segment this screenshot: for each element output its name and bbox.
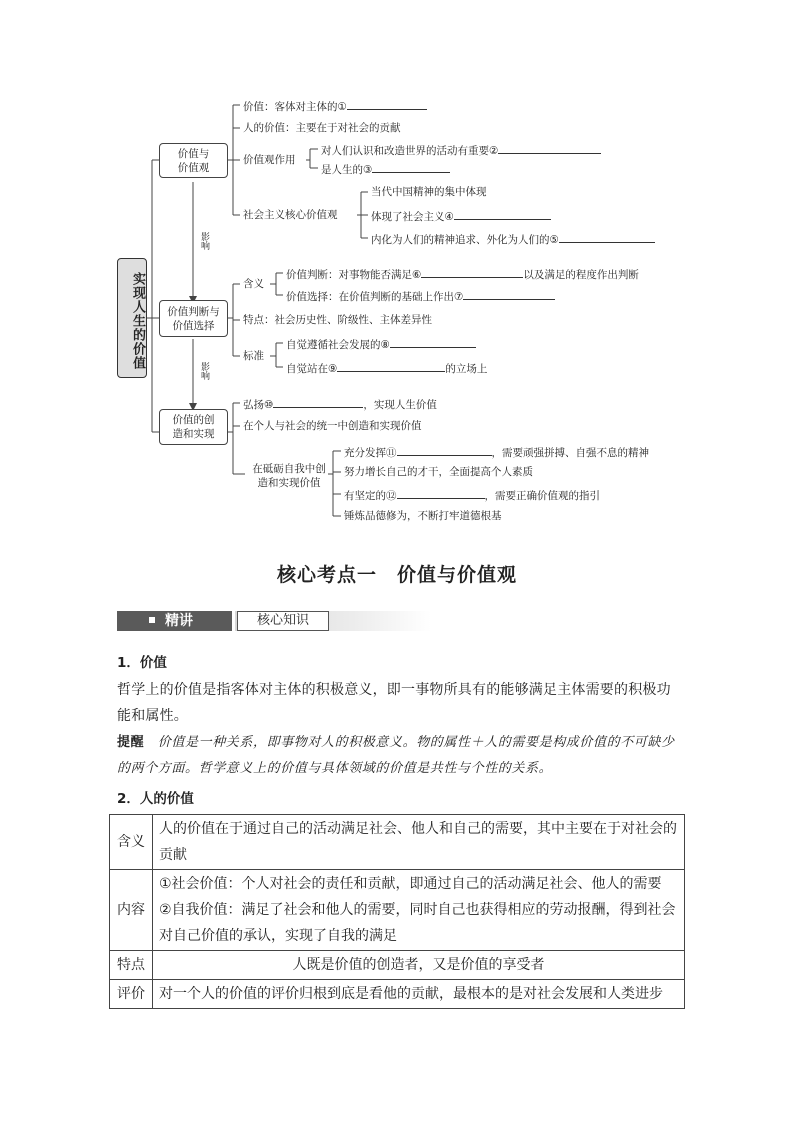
blank-11 — [397, 445, 492, 456]
mm-b3-promote-text: 弘扬⑩ — [243, 399, 274, 411]
mm-b2-judgment-text: 价值判断：对事物能否满足⑥ — [286, 269, 422, 281]
mm-b2-standard: 标准 — [243, 350, 264, 362]
human-value-table — [109, 814, 685, 1009]
mm-b1-core-values: 社会主义核心价值观 — [243, 209, 338, 221]
mm-b1-core-b — [371, 209, 551, 223]
mm-b1-role-b-text: 是人生的③ — [321, 164, 373, 176]
blank-12 — [397, 488, 485, 499]
mm-b2-choice — [286, 289, 555, 303]
table-row — [110, 870, 685, 951]
mm-b3-promote-tail: ，实现人生价值 — [363, 399, 437, 411]
mm-b3-unity: 在个人与社会的统一中创造和实现价值 — [243, 420, 422, 432]
mm-b1-value-text: 价值：客体对主体的① — [243, 101, 347, 113]
content-social-value: ①社会价值：个人对社会的责任和贡献，即通过自己的活动满足社会、他人的需要 — [159, 876, 662, 892]
content-self-value: ②自我价值：满足了社会和他人的需要，同时自己也获得相应的劳动报酬，得到社会对自己价值的承认，实现了自我的满足 — [159, 902, 676, 944]
tip-label: 提醒 — [117, 735, 145, 750]
mm-b2-judgment — [286, 267, 639, 281]
mm-b3-self-a-tail: ，需要顽强拼搏、自强不息的精神 — [491, 447, 649, 459]
table-head-evaluation: 评价 — [110, 980, 153, 1009]
band-dark — [117, 611, 232, 631]
mm-b3-self-c — [344, 488, 600, 502]
blank-5 — [559, 232, 655, 243]
node-create-realize: 价值的创 造和实现 — [159, 409, 228, 445]
table-head-features: 特点 — [110, 951, 153, 980]
tip-text: 价值是一种关系，即事物对人的积极意义。物的属性＋人的需要是构成价值的不可缺少的两个方面。哲学意义上的价值与具体领域的价值是共性与个性的关系。 — [117, 735, 675, 776]
mm-b1-values-role: 价值观作用 — [243, 154, 296, 166]
mm-b3-self-a-text: 充分发挥⑪ — [344, 447, 397, 459]
square-bullet-icon — [149, 617, 155, 623]
mindmap-root: 实现人生的价值 — [117, 258, 147, 378]
mm-b3-promote — [243, 397, 437, 411]
blank-2 — [498, 143, 601, 154]
mm-b3-self: 在砥砺自我中创 造和实现价值 — [252, 463, 326, 489]
mm-b2-judgment-tail: 以及满足的程度作出判断 — [523, 269, 639, 281]
para-value-definition: 哲学上的价值是指客体对主体的积极意义，即一事物所具有的能够满足主体需要的积极功能和属性。 — [117, 682, 671, 724]
mm-b1-core-a: 当代中国精神的集中体现 — [371, 186, 487, 198]
blank-9 — [337, 361, 445, 372]
section-title: 核心考点一 价值与价值观 — [276, 564, 517, 586]
mm-b2-features: 特点：社会历史性、阶级性、主体差异性 — [243, 314, 432, 326]
table-head-meaning: 含义 — [110, 815, 153, 870]
mm-b3-self-d: 锤炼品德修为，不断打牢道德根基 — [344, 510, 502, 522]
blank-10 — [273, 397, 363, 408]
table-cell-features: 人既是价值的创造者，又是价值的享受者 — [153, 951, 685, 980]
mm-b1-value — [243, 99, 427, 113]
blank-4 — [454, 209, 551, 220]
table-cell-meaning: 人的价值在于通过自己的活动满足社会、他人和自己的需要，其中主要在于对社会的贡献 — [153, 815, 685, 870]
band-box-label: 核心知识 — [237, 611, 329, 631]
mm-b1-core-c-text: 内化为人们的精神追求、外化为人们的⑤ — [371, 234, 559, 246]
mm-b3-self-c-text: 有坚定的⑫ — [344, 490, 397, 502]
table-head-content: 内容 — [110, 870, 153, 951]
table-cell-evaluation: 对一个人的价值的评价归根到底是看他的贡献，最根本的是对社会发展和人类进步 — [153, 980, 685, 1009]
section-band — [117, 609, 431, 633]
mm-b2-choice-text: 价值选择：在价值判断的基础上作出⑦ — [286, 291, 464, 303]
table-cell-content — [153, 870, 685, 951]
mm-b1-core-c — [371, 232, 655, 246]
heading-human-value: 2．人的价值 — [117, 791, 194, 807]
tip-block — [117, 730, 682, 782]
influence-label-2: 影响 — [199, 362, 209, 380]
influence-label-1: 影响 — [199, 232, 209, 250]
table-row — [110, 980, 685, 1009]
mm-b2-meaning: 含义 — [243, 278, 264, 290]
mm-b2-standard-b-tail: 的立场上 — [445, 363, 488, 375]
mm-b2-standard-b-text: 自觉站在⑨ — [286, 363, 338, 375]
mm-b3-self-b: 努力增长自己的才干，全面提高个人素质 — [344, 466, 533, 478]
node-judgment-choice: 价值判断与 价值选择 — [159, 300, 228, 337]
mm-b2-standard-b — [286, 361, 487, 375]
table-row — [110, 951, 685, 980]
table-row — [110, 815, 685, 870]
mm-b1-role-b — [321, 162, 450, 176]
blank-6 — [421, 267, 523, 278]
mm-b2-standard-a — [286, 337, 476, 351]
blank-7 — [463, 289, 555, 300]
mm-b1-role-a — [321, 143, 601, 157]
mm-b1-role-a-text: 对人们认识和改造世界的活动有重要② — [321, 145, 499, 157]
mm-b1-core-b-text: 体现了社会主义④ — [371, 211, 454, 223]
mm-b1-human-value: 人的价值：主要在于对社会的贡献 — [243, 122, 401, 134]
node-value-and-values: 价值与 价值观 — [159, 143, 228, 178]
blank-3 — [372, 162, 450, 173]
band-dark-label: 精讲 — [165, 613, 193, 629]
blank-1 — [347, 99, 427, 110]
mm-b3-self-c-tail: ，需要正确价值观的指引 — [484, 490, 600, 502]
mm-b3-self-a — [344, 445, 649, 459]
mm-b2-standard-a-text: 自觉遵循社会发展的⑧ — [286, 339, 390, 351]
blank-8 — [390, 337, 476, 348]
heading-value: 1．价值 — [117, 655, 167, 671]
